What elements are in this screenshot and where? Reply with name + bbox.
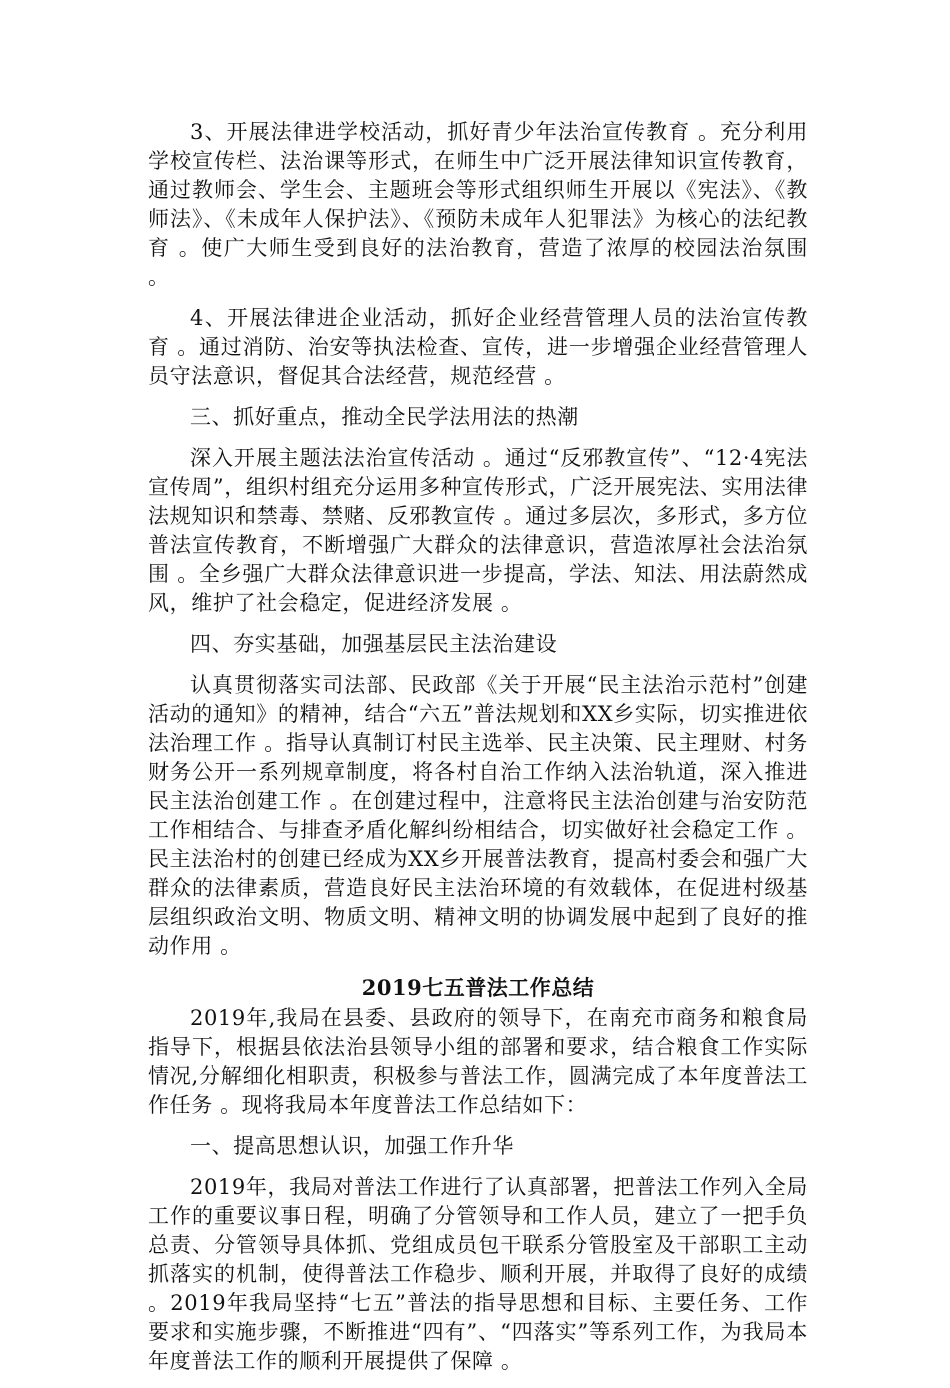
- paragraph-school-law-activity: 3、开展法律进学校活动，抓好青少年法治宣传教育 。充分利用学校宣传栏、法治课等形式，在师生中广泛开展法律知识宣传教育，通过教师会、学生会、主题班会等形式组织师生开展以《宪法》、《教师法》、《未成年人保护法》、《预防未成年人犯罪法》为核心的法纪教育 。使广大师生受到良好的法治教育，营造了浓厚的校园法治氛围 。: [148, 120, 808, 289]
- section-heading-1: 一、提高思想认识，加强工作升华: [190, 1134, 514, 1158]
- section-heading-4: 四、夯实基础，加强基层民主法治建设: [190, 632, 558, 656]
- document-body: [148, 118, 808, 1388]
- paragraph-section-1: 2019年，我局对普法工作进行了认真部署，把普法工作列入全局工作的重要议事日程，明确了分管领导和工作人员，建立了一把手负总责、分管领导具体抓、党组成员包干联系分管股室及干部职工主动抓落实的机制，使得普法工作稳步、顺利开展，并取得了良好的成绩 。2019年我局坚持“七五”普法的指导思想和目标、主要任务、工作要求和实施步骤，不断推进“四有”、“四落实”等系列工作，为我局本年度普法工作的顺利开展提供了保障 。: [148, 1175, 808, 1373]
- paragraph-section-4: 认真贯彻落实司法部、民政部《关于开展“民主法治示范村”创建活动的通知》的精神，结合“六五”普法规划和XX乡实际，切实推进依法治理工作 。指导认真制订村民主选举、民主决策、民主理财、村务财务公开一系列规章制度，将各村自治工作纳入法治轨道，深入推进民主法治创建工作 。在创建过程中，注意将民主法治创建与治安防范工作相结合、与排查矛盾化解纠纷相结合，切实做好社会稳定工作 。民主法治村的创建已经成为XX乡开展普法教育，提高村委会和强广大群众的法律素质，营造良好民主法治环境的有效载体，在促进村级基层组织政治文明、物质文明、精神文明的协调发展中起到了良好的推动作用 。: [148, 673, 808, 958]
- paragraph-intro: 2019年,我局在县委、县政府的领导下，在南充市商务和粮食局指导下，根据县依法治县领导小组的部署和要求，结合粮食工作实际情况,分解细化相职责，积极参与普法工作，圆满完成了本年度普法工作任务 。现将我局本年度普法工作总结如下：: [148, 1006, 808, 1117]
- document-title: 2019七五普法工作总结: [361, 975, 595, 1000]
- section-heading-3: 三、抓好重点，推动全民学法用法的热潮: [190, 405, 579, 429]
- paragraph-section-3: 深入开展主题法法治宣传活动 。通过“反邪教宣传”、“12·4宪法宣传周”，组织村组充分运用多种宣传形式，广泛开展宪法、实用法律法规知识和禁毒、禁赌、反邪教宣传 。通过多层次，多形式，多方位普法宣传教育，不断增强广大群众的法律意识，营造浓厚社会法治氛围 。全乡强广大群众法律意识进一步提高，学法、知法、用法蔚然成风，维护了社会稳定，促进经济发展 。: [148, 446, 808, 615]
- paragraph-enterprise-law-activity: 4、开展法律进企业活动，抓好企业经营管理人员的法治宣传教育 。通过消防、治安等执法检查、宣传，进一步增强企业经营管理人员守法意识，督促其合法经营，规范经营 。: [148, 306, 808, 388]
